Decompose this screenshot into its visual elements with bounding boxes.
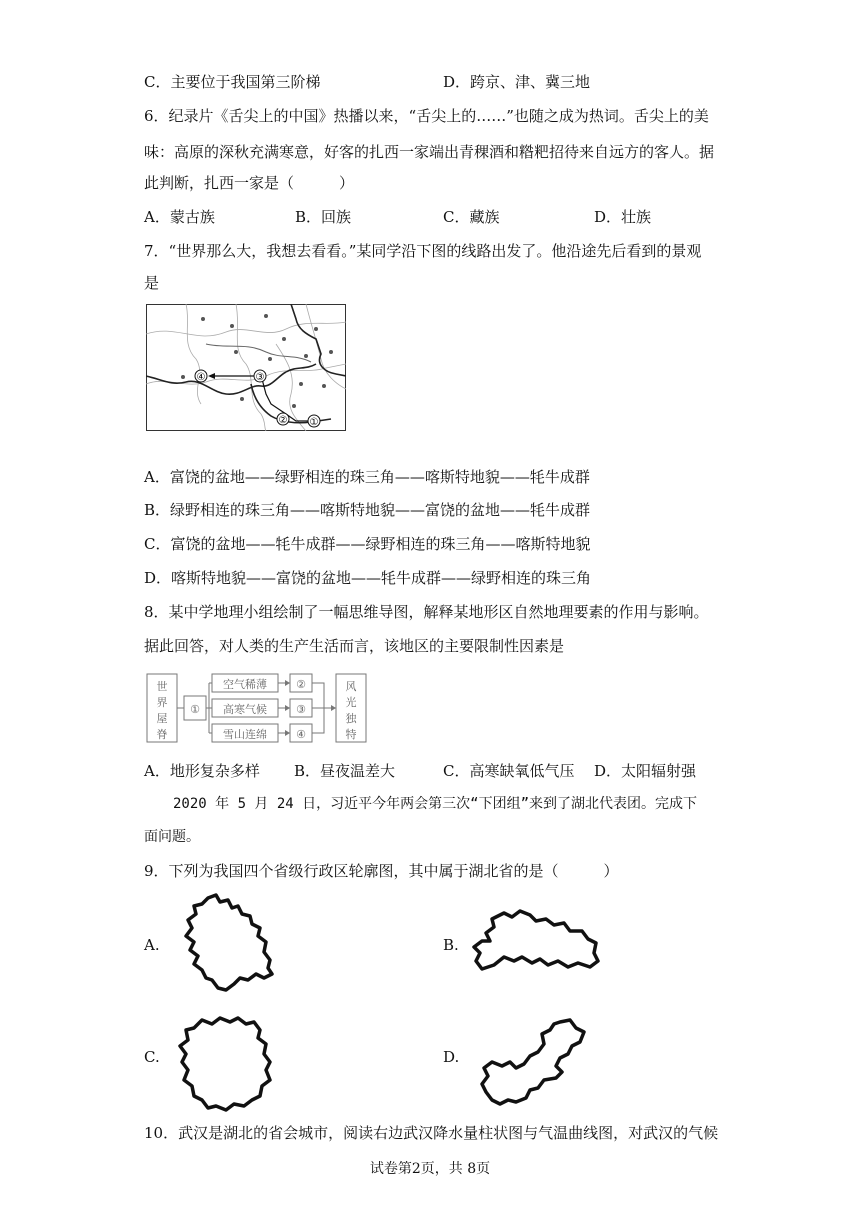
q10-stem: 10．武汉是湖北的省会城市，阅读右边武汉降水量柱状图与气温曲线图，对武汉的气候 <box>144 1124 719 1142</box>
q9-label-a: A. <box>144 936 160 954</box>
passage-line2: 面问题。 <box>144 829 200 845</box>
q7-stem-line2: 是 <box>144 274 160 292</box>
passage-line1: 2020 年 5 月 24 日，习近平今年两会第三次“下团组”来到了湖北代表团。完成下 <box>173 796 698 812</box>
page-footer: 试卷第2页，共 8页 <box>369 1161 491 1177</box>
mindmap-center: ① <box>190 703 200 716</box>
q8-stem-line1: 8．某中学地理小组绘制了一幅思维导图，解释某地形区自然地理要素的作用与影响。 <box>144 603 709 621</box>
q8-mind-map <box>146 668 388 746</box>
mindmap-result-3: ③ <box>296 703 306 716</box>
q6-option-b: B．回族 <box>295 208 352 226</box>
q8-option-d: D．太阳辐射强 <box>594 762 697 780</box>
map-label-4: ④ <box>196 372 206 383</box>
mindmap-result-4: ④ <box>296 728 306 741</box>
mindmap-right-char-4: 特 <box>345 728 357 741</box>
q7-option-a: A．富饶的盆地——绿野相连的珠三角——喀斯特地貌——牦牛成群 <box>144 468 590 486</box>
map-label-3: ③ <box>255 372 265 383</box>
q6-stem-line3: 此判断，扎西一家是（ ） <box>144 174 355 192</box>
mindmap-right-char-2: 光 <box>345 696 357 709</box>
mindmap-box-2: 高寒气候 <box>223 703 267 716</box>
mindmap-left-char-4: 脊 <box>156 728 168 741</box>
q8-option-c: C．高寒缺氧低气压 <box>443 762 575 780</box>
q8-option-b: B．昼夜温差大 <box>294 762 396 780</box>
map-label-2: ② <box>278 415 288 426</box>
mindmap-right-char-1: 风 <box>345 680 357 693</box>
mindmap-box-3: 雪山连绵 <box>223 728 267 741</box>
q5-option-c: C．主要位于我国第三阶梯 <box>144 73 321 91</box>
outline-a-shape <box>172 892 282 996</box>
q9-stem: 9．下列为我国四个省级行政区轮廓图，其中属于湖北省的是（ ） <box>144 862 619 880</box>
mindmap-box-1: 空气稀薄 <box>223 678 267 691</box>
q7-stem-line1: 7．“世界那么大，我想去看看。”某同学沿下图的线路出发了。他沿途先后看到的景观 <box>144 242 702 260</box>
q6-stem-line2: 味：高原的深秋充满寒意，好客的扎西一家端出青稞酒和糌粑招待来自远方的客人。据 <box>144 143 715 161</box>
mindmap-left-char-1: 世 <box>156 680 168 693</box>
q5-option-d: D．跨京、津、冀三地 <box>443 73 591 91</box>
q7-option-c: C．富饶的盆地——牦牛成群——绿野相连的珠三角——喀斯特地貌 <box>144 535 591 553</box>
q8-stem-line2: 据此回答，对人类的生产生活而言，该地区的主要限制性因素是 <box>144 637 565 655</box>
mindmap-right-char-3: 独 <box>345 712 357 725</box>
q9-label-b: B. <box>443 936 459 954</box>
outline-d-shape <box>472 1016 592 1108</box>
mindmap-result-2: ② <box>296 678 306 691</box>
q6-option-a: A．蒙古族 <box>144 208 215 226</box>
q9-label-c: C. <box>144 1048 160 1066</box>
mindmap-left-char-2: 界 <box>156 696 168 709</box>
outline-b-shape <box>470 905 602 977</box>
mindmap-left-char-3: 屋 <box>156 712 168 725</box>
map-label-1: ① <box>309 417 319 428</box>
q7-route-map <box>146 304 346 431</box>
q9-label-d: D. <box>443 1048 460 1066</box>
q6-option-d: D．壮族 <box>594 208 652 226</box>
q6-stem-line1: 6．纪录片《舌尖上的中国》热播以来，“舌尖上的……”也随之成为热词。舌尖上的美 <box>144 107 709 125</box>
outline-c-shape <box>172 1012 282 1116</box>
q6-option-c: C．藏族 <box>443 208 500 226</box>
q8-option-a: A．地形复杂多样 <box>144 762 260 780</box>
q7-option-b: B．绿野相连的珠三角——喀斯特地貌——富饶的盆地——牦牛成群 <box>144 501 591 519</box>
q7-option-d: D．喀斯特地貌——富饶的盆地——牦牛成群——绿野相连的珠三角 <box>144 569 592 587</box>
